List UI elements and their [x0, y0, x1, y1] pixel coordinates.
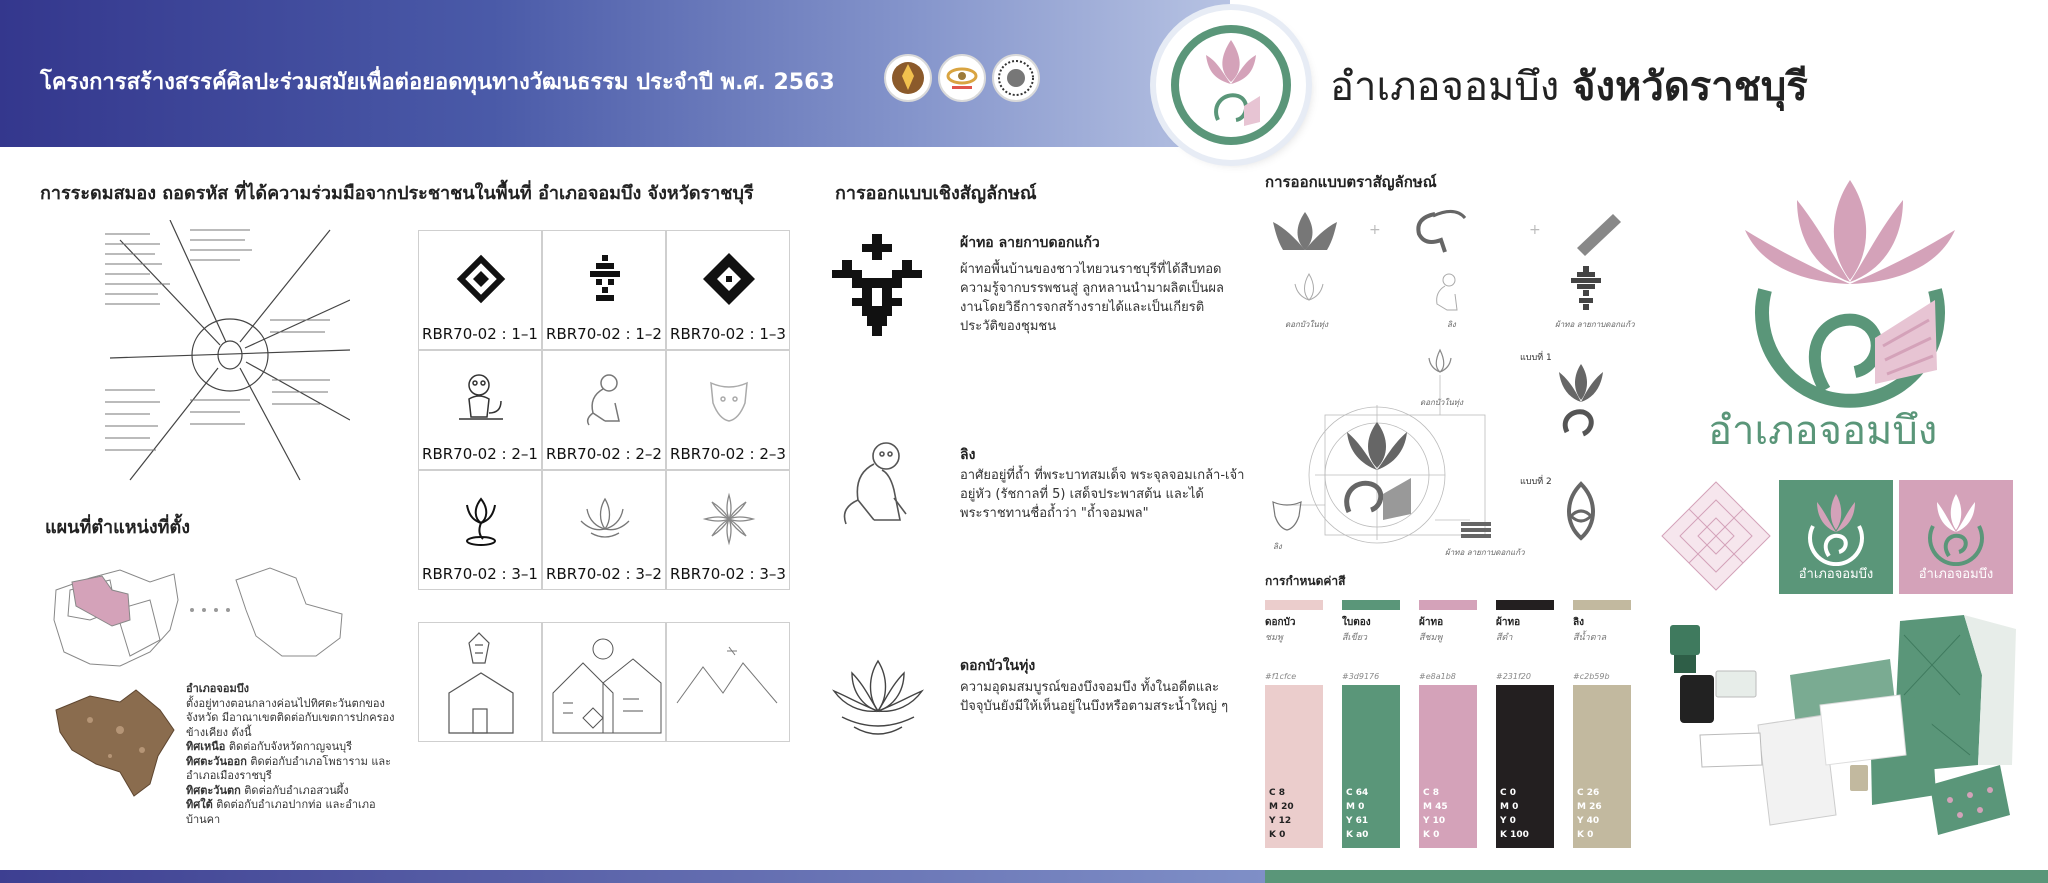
brainstorm-mindmap-sketch: [100, 220, 350, 490]
pattern-cell: [542, 470, 666, 590]
east-label: ทิศตะวันออก: [186, 754, 247, 768]
logo-tile-pink: [1899, 480, 2013, 594]
drawing-village: [542, 622, 666, 742]
final-logo-wordmark: อำเภอจอมบึง: [1708, 408, 1938, 454]
cmyk-value: M 45: [1423, 802, 1448, 812]
province-name: จังหวัดราชบุรี: [1572, 64, 1808, 110]
ministry-seal: [884, 54, 932, 102]
cmyk-values: [1269, 786, 1294, 842]
brainstorm-heading: การระดมสมอง ถอดรหัส ที่ได้ความร่วมมือจากประชาชนในพื้นที่ อำเภอจอมบึง จังหวัดราชบุรี: [40, 183, 754, 204]
color-swatch: [1342, 685, 1400, 848]
cmyk-value: K 0: [1423, 830, 1440, 840]
cmyk-value: K 0: [1269, 830, 1286, 840]
pattern-code: RBR70-02 : 1–2: [546, 325, 662, 343]
symbol-description: ผ้าทอพื้นบ้านของชาวไทยวนราชบุรีที่ได้สืบทอดความรู้จากบรรพชนสู่ ลูกหลานนำมาผลิตเป็นผลงานโดยวิธีการจกสร้างรายได้และเป็นเกียรติ ประวัติของชุมชน: [960, 262, 1225, 334]
pattern-cell: [542, 230, 666, 350]
variant-2-label: แบบที่ 2: [1520, 477, 1552, 487]
caption-monkey-bottom: ลิง: [1273, 542, 1282, 551]
logo-design-heading: การออกแบบตราสัญลักษณ์: [1265, 173, 1437, 191]
cmyk-value: C 8: [1269, 788, 1286, 798]
color-swatch: [1573, 685, 1631, 848]
pattern-cell: [666, 350, 790, 470]
north-border: ติดต่อกับจังหวัดกาญจนบุรี: [225, 740, 353, 753]
stationery-mockup: [1660, 615, 2020, 855]
cmyk-values: [1346, 786, 1368, 842]
caption-lotus: ดอกบัวในทุ่ง: [1285, 320, 1328, 329]
south-label: ทิศใต้: [186, 798, 213, 811]
pattern-cell: [666, 470, 790, 590]
symbol-heading: การออกแบบเชิงสัญลักษณ์: [835, 183, 1037, 204]
color-swatch-strip: [1573, 600, 1631, 610]
culture-office-seal: [992, 54, 1040, 102]
pattern-code: RBR70-02 : 3–2: [546, 565, 662, 583]
cmyk-value: K 0: [1577, 830, 1594, 840]
drawing-mountains: [666, 622, 790, 742]
color-name: ผ้าทอ: [1419, 617, 1444, 628]
symbol-description: อาศัยอยู่ที่ถ้ำ ที่พระบาทสมเด็จ พระจุลจอมเกล้า-เจ้าอยู่หัว (รัชกาลที่ 5) เสด็จประพาสต้น และได้พระราชทานชื่อถ้ำว่า "ถ้ำจอมพล": [960, 468, 1245, 521]
project-title: โครงการสร้างสรรค์ศิลปะร่วมสมัยเพื่อต่อยอดทุนทางวัฒนธรรม ประจำปี พ.ศ. 2563: [40, 70, 835, 95]
cmyk-value: M 0: [1500, 802, 1519, 812]
monkey-icon: [830, 438, 926, 532]
svg-text:+: +: [1529, 222, 1541, 238]
cmyk-value: K a0: [1346, 830, 1369, 840]
color-hex: #3d9176: [1342, 672, 1380, 681]
pattern-cell: [418, 230, 542, 350]
pattern-cell: [418, 350, 542, 470]
district-label: อำเภอจอมบึง: [186, 682, 250, 695]
east-border: ติดต่อกับอำเภอโพธาราม และอำเภอเมืองราชบุรี: [186, 754, 392, 782]
logo-design-process: [1265, 200, 1665, 570]
north-label: ทิศเหนือ: [186, 740, 226, 753]
logo-tile-green: [1779, 480, 1893, 594]
color-name: ใบตอง: [1342, 617, 1371, 628]
cmyk-values: [1500, 786, 1529, 842]
caption-lotus-center: ดอกบัวในทุ่ง: [1420, 398, 1463, 407]
pattern-code: RBR70-02 : 2–1: [422, 445, 538, 463]
svg-text:+: +: [1369, 222, 1381, 238]
south-border: ติดต่อกับอำเภอปากท่อ และอำเภอบ้านคา: [186, 798, 376, 826]
caption-monkey: ลิง: [1447, 320, 1456, 329]
district-logo-badge: [1156, 10, 1306, 160]
cmyk-value: Y 12: [1269, 816, 1292, 826]
color-name: ผ้าทอ: [1496, 617, 1521, 628]
lotus-icon: [830, 655, 926, 751]
color-hex: #e8a1b8: [1419, 672, 1456, 681]
tile-pink-text: อำเภอจอมบึง: [1918, 567, 1994, 582]
pattern-cell: [666, 230, 790, 350]
tile-green-text: อำเภอจอมบึง: [1798, 567, 1874, 582]
pattern-code: RBR70-02 : 1–3: [670, 325, 786, 343]
pattern-code: RBR70-02 : 2–2: [546, 445, 662, 463]
caption-weave-bottom: ผ้าทอ ลายกาบดอกแก้ว: [1445, 548, 1525, 557]
west-border: ติดต่อกับอำเภอสวนผึ้ง: [240, 783, 349, 797]
color-hex: #f1cfce: [1265, 672, 1297, 681]
cmyk-value: Y 0: [1500, 816, 1516, 826]
location-intro: ตั้งอยู่ทางตอนกลางค่อนไปทิศตะวันตกของจังหวัด มีอาณาเขตติดต่อกับเขตการปกครองข้างเคียง ดังนี้: [186, 696, 395, 739]
color-subname: สีเขียว: [1342, 633, 1368, 643]
color-subname: ชมพู: [1265, 633, 1283, 643]
map-heading: แผนที่ตำแหน่งที่ตั้ง: [45, 517, 191, 538]
color-subname: สีชมพู: [1419, 633, 1443, 643]
cmyk-value: Y 10: [1423, 816, 1446, 826]
color-swatch: [1265, 685, 1323, 848]
color-swatch-strip: [1496, 600, 1554, 610]
color-subname: สีดำ: [1496, 633, 1513, 643]
header-banner: [0, 0, 1230, 147]
thai-eye-logo: [938, 54, 986, 102]
pattern-cell: [418, 470, 542, 590]
color-swatch-strip: [1419, 600, 1477, 610]
color-subname: สีน้ำตาล: [1573, 633, 1607, 643]
west-label: ทิศตะวันตก: [186, 783, 241, 797]
logo-pattern-tile: [1660, 480, 1772, 592]
symbol-title: ดอกบัวในทุ่ง: [960, 658, 1036, 674]
map-description: [186, 682, 396, 827]
color-swatch-strip: [1265, 600, 1323, 610]
cmyk-value: C 26: [1577, 788, 1600, 798]
cmyk-value: M 0: [1346, 802, 1365, 812]
cmyk-value: Y 61: [1346, 816, 1369, 826]
color-swatch: [1496, 685, 1554, 848]
caption-weave: ผ้าทอ ลายกาบดอกแก้ว: [1555, 320, 1635, 329]
cmyk-values: [1423, 786, 1448, 842]
pattern-code: RBR70-02 : 3–1: [422, 565, 538, 583]
district-title: [1330, 54, 1808, 118]
color-swatch: [1419, 685, 1477, 848]
color-swatch-strip: [1342, 600, 1400, 610]
color-name: ดอกบัว: [1265, 617, 1296, 628]
footer-bar-right: [1265, 870, 2048, 883]
cmyk-value: C 0: [1500, 788, 1517, 798]
weave-pattern-icon: [830, 230, 926, 344]
color-hex: #c2b59b: [1573, 672, 1610, 681]
district-name: อำเภอจอมบึง: [1330, 64, 1573, 110]
color-name: ลิง: [1573, 617, 1585, 628]
variant-1-label: แบบที่ 1: [1520, 353, 1552, 363]
symbol-description: ความอุดมสมบูรณ์ของบึงจอมบึง ทั้งในอดีตและปัจจุบันยังมีให้เห็นอยู่ในบึงหรือตามสระน้ำใหญ่ ๆ: [960, 680, 1229, 714]
footer-bar-left: [0, 870, 1265, 883]
pattern-code: RBR70-02 : 2–3: [670, 445, 786, 463]
symbol-title: ผ้าทอ ลายกาบดอกแก้ว: [960, 235, 1100, 251]
cmyk-value: C 8: [1423, 788, 1440, 798]
cmyk-value: C 64: [1346, 788, 1369, 798]
pattern-cell: [542, 350, 666, 470]
cmyk-value: Y 40: [1577, 816, 1600, 826]
symbol-title: ลิง: [960, 447, 976, 463]
cmyk-value: M 20: [1269, 802, 1294, 812]
cmyk-values: [1577, 786, 1602, 842]
cmyk-value: M 26: [1577, 802, 1602, 812]
color-hex: #231f20: [1496, 672, 1531, 681]
pattern-code: RBR70-02 : 3–3: [670, 565, 786, 583]
pattern-code: RBR70-02 : 1–1: [422, 325, 538, 343]
drawing-house: [418, 622, 542, 742]
color-spec-heading: การกำหนดค่าสี: [1265, 574, 1346, 588]
cmyk-value: K 100: [1500, 830, 1529, 840]
